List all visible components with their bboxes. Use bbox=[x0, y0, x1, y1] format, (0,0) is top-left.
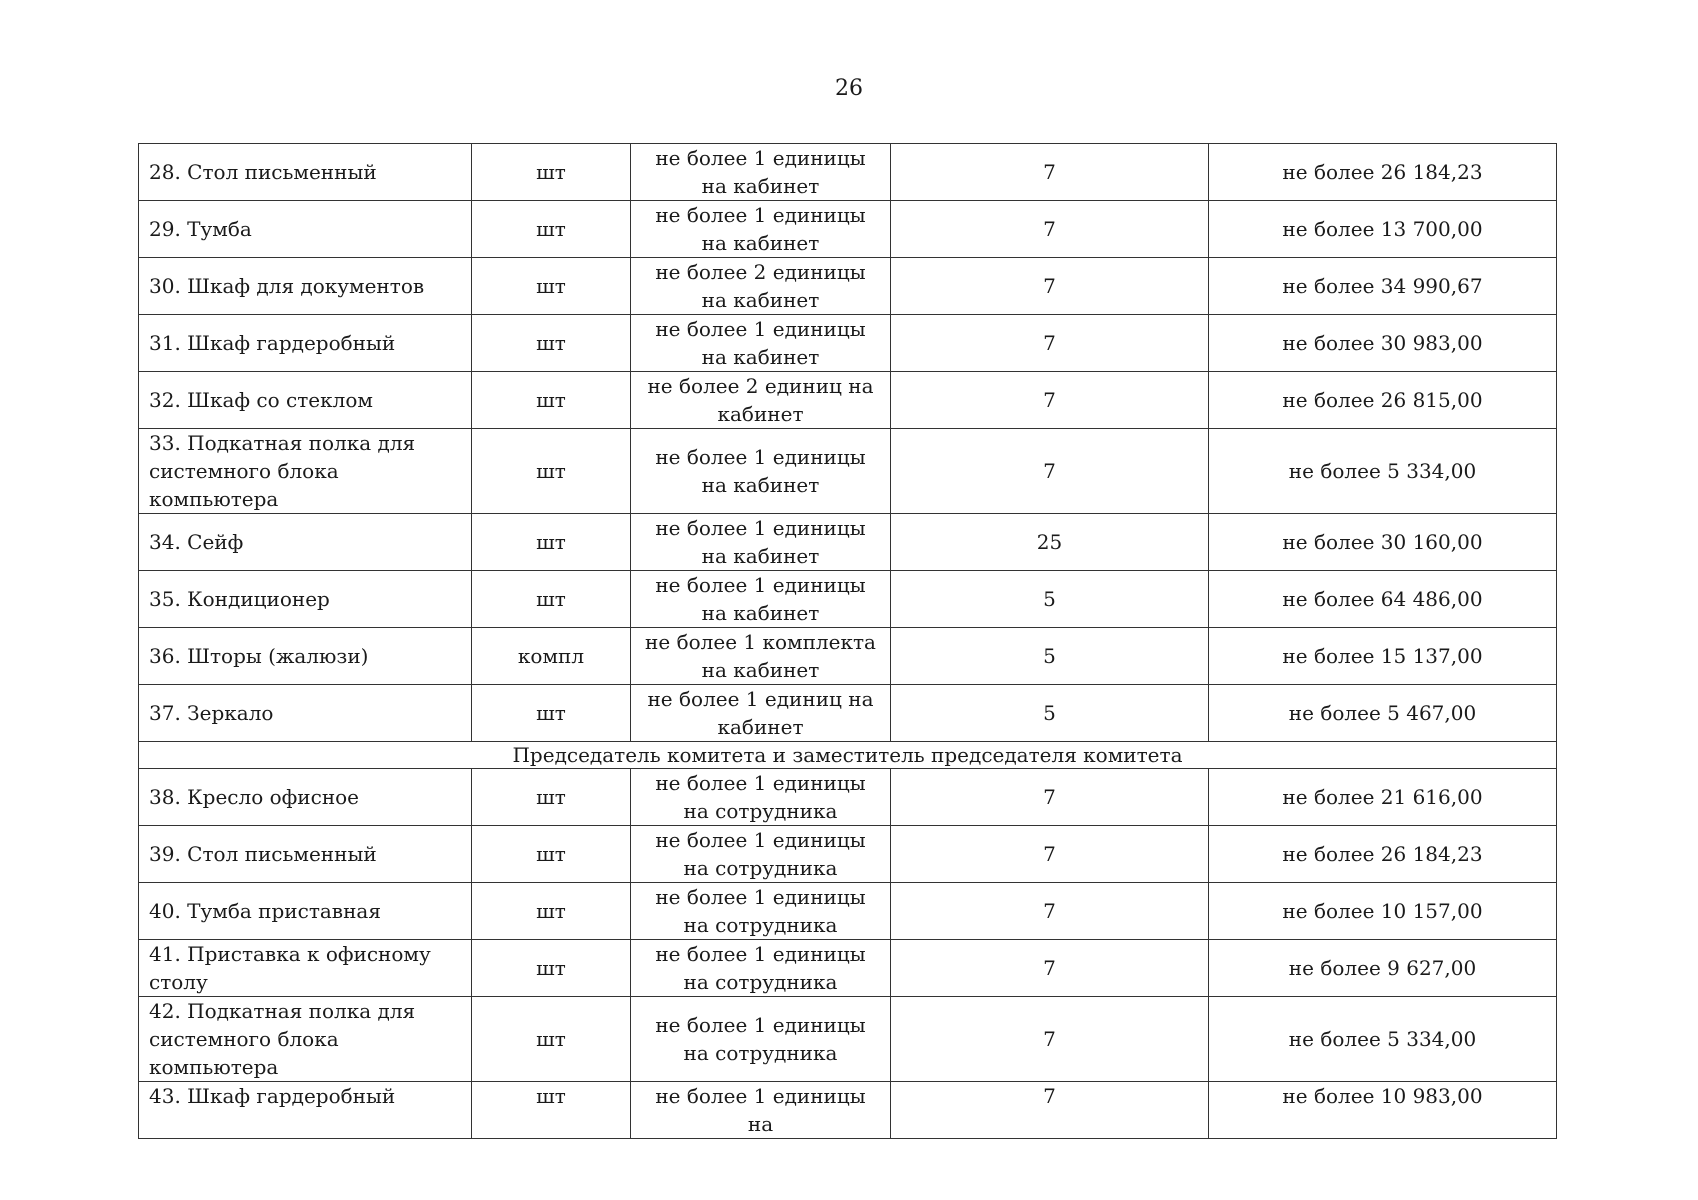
unit-cell: шт bbox=[472, 571, 631, 628]
quantity-cell: 5 bbox=[891, 571, 1209, 628]
quantity-cell: 25 bbox=[891, 514, 1209, 571]
table-row bbox=[139, 685, 1557, 742]
unit-cell: шт bbox=[472, 1082, 631, 1139]
norm-cell: не более 1 единицы на сотрудника bbox=[631, 940, 891, 997]
unit-cell: компл bbox=[472, 628, 631, 685]
norm-cell: не более 1 комплекта на кабинет bbox=[631, 628, 891, 685]
quantity-cell: 5 bbox=[891, 628, 1209, 685]
price-cell: не более 10 983,00 bbox=[1209, 1082, 1557, 1139]
price-cell: не более 5 467,00 bbox=[1209, 685, 1557, 742]
quantity-cell: 7 bbox=[891, 144, 1209, 201]
item-name-cell: 34. Сейф bbox=[139, 514, 472, 571]
price-cell: не более 5 334,00 bbox=[1209, 997, 1557, 1082]
section-heading: Председатель комитета и заместитель председателя комитета bbox=[139, 742, 1557, 769]
section-heading-row bbox=[139, 742, 1557, 769]
table-row bbox=[139, 429, 1557, 514]
norm-cell: не более 1 единицы на сотрудника bbox=[631, 826, 891, 883]
norm-cell: не более 1 единицы на сотрудника bbox=[631, 769, 891, 826]
item-name-cell: 39. Стол письменный bbox=[139, 826, 472, 883]
price-cell: не более 5 334,00 bbox=[1209, 429, 1557, 514]
table-row bbox=[139, 144, 1557, 201]
norm-cell: не более 1 единицы на сотрудника bbox=[631, 997, 891, 1082]
norm-cell: не более 1 единицы на кабинет bbox=[631, 144, 891, 201]
unit-cell: шт bbox=[472, 258, 631, 315]
item-name-cell: 37. Зеркало bbox=[139, 685, 472, 742]
item-name-cell: 40. Тумба приставная bbox=[139, 883, 472, 940]
table-row bbox=[139, 769, 1557, 826]
item-name-cell: 30. Шкаф для документов bbox=[139, 258, 472, 315]
price-cell: не более 13 700,00 bbox=[1209, 201, 1557, 258]
table-body bbox=[139, 144, 1557, 1139]
table-row bbox=[139, 883, 1557, 940]
unit-cell: шт bbox=[472, 315, 631, 372]
item-name-cell: 28. Стол письменный bbox=[139, 144, 472, 201]
unit-cell: шт bbox=[472, 201, 631, 258]
price-cell: не более 26 184,23 bbox=[1209, 826, 1557, 883]
unit-cell: шт bbox=[472, 940, 631, 997]
table-row bbox=[139, 571, 1557, 628]
table-row bbox=[139, 826, 1557, 883]
price-cell: не более 30 983,00 bbox=[1209, 315, 1557, 372]
item-name-cell: 31. Шкаф гардеробный bbox=[139, 315, 472, 372]
page-number: 26 bbox=[835, 76, 863, 101]
price-cell: не более 26 815,00 bbox=[1209, 372, 1557, 429]
table-row bbox=[139, 258, 1557, 315]
quantity-cell: 7 bbox=[891, 997, 1209, 1082]
item-name-cell: 35. Кондиционер bbox=[139, 571, 472, 628]
unit-cell: шт bbox=[472, 997, 631, 1082]
table-row bbox=[139, 201, 1557, 258]
table-row bbox=[139, 628, 1557, 685]
norm-cell: не более 1 единицы на кабинет bbox=[631, 429, 891, 514]
unit-cell: шт bbox=[472, 826, 631, 883]
quantity-cell: 7 bbox=[891, 826, 1209, 883]
price-cell: не более 34 990,67 bbox=[1209, 258, 1557, 315]
price-cell: не более 15 137,00 bbox=[1209, 628, 1557, 685]
quantity-cell: 5 bbox=[891, 685, 1209, 742]
table-row bbox=[139, 315, 1557, 372]
price-cell: не более 9 627,00 bbox=[1209, 940, 1557, 997]
item-name-cell: 36. Шторы (жалюзи) bbox=[139, 628, 472, 685]
norm-cell: не более 1 единицы на bbox=[631, 1082, 891, 1139]
quantity-cell: 7 bbox=[891, 769, 1209, 826]
item-name-cell: 33. Подкатная полка для системного блока компьютера bbox=[139, 429, 472, 514]
price-cell: не более 30 160,00 bbox=[1209, 514, 1557, 571]
unit-cell: шт bbox=[472, 372, 631, 429]
quantity-cell: 7 bbox=[891, 1082, 1209, 1139]
norm-cell: не более 2 единиц на кабинет bbox=[631, 372, 891, 429]
price-cell: не более 26 184,23 bbox=[1209, 144, 1557, 201]
table-row bbox=[139, 514, 1557, 571]
norm-cell: не более 2 единицы на кабинет bbox=[631, 258, 891, 315]
quantity-cell: 7 bbox=[891, 940, 1209, 997]
norm-cell: не более 1 единицы на кабинет bbox=[631, 514, 891, 571]
quantity-cell: 7 bbox=[891, 201, 1209, 258]
table-row bbox=[139, 940, 1557, 997]
table-row bbox=[139, 372, 1557, 429]
table-row bbox=[139, 1082, 1557, 1139]
item-name-cell: 29. Тумба bbox=[139, 201, 472, 258]
norm-cell: не более 1 единицы на кабинет bbox=[631, 201, 891, 258]
item-name-cell: 43. Шкаф гардеробный bbox=[139, 1082, 472, 1139]
item-name-cell: 38. Кресло офисное bbox=[139, 769, 472, 826]
item-name-cell: 42. Подкатная полка для системного блока компьютера bbox=[139, 997, 472, 1082]
norm-cell: не более 1 единицы на кабинет bbox=[631, 315, 891, 372]
quantity-cell: 7 bbox=[891, 315, 1209, 372]
table-row bbox=[139, 997, 1557, 1082]
norm-cell: не более 1 единицы на кабинет bbox=[631, 571, 891, 628]
quantity-cell: 7 bbox=[891, 883, 1209, 940]
unit-cell: шт bbox=[472, 429, 631, 514]
unit-cell: шт bbox=[472, 685, 631, 742]
unit-cell: шт bbox=[472, 514, 631, 571]
unit-cell: шт bbox=[472, 883, 631, 940]
quantity-cell: 7 bbox=[891, 429, 1209, 514]
furniture-norms-table bbox=[138, 143, 1557, 1139]
item-name-cell: 41. Приставка к офисному столу bbox=[139, 940, 472, 997]
price-cell: не более 10 157,00 bbox=[1209, 883, 1557, 940]
norm-cell: не более 1 единиц на кабинет bbox=[631, 685, 891, 742]
price-cell: не более 64 486,00 bbox=[1209, 571, 1557, 628]
unit-cell: шт bbox=[472, 144, 631, 201]
price-cell: не более 21 616,00 bbox=[1209, 769, 1557, 826]
norm-cell: не более 1 единицы на сотрудника bbox=[631, 883, 891, 940]
quantity-cell: 7 bbox=[891, 258, 1209, 315]
unit-cell: шт bbox=[472, 769, 631, 826]
quantity-cell: 7 bbox=[891, 372, 1209, 429]
item-name-cell: 32. Шкаф со стеклом bbox=[139, 372, 472, 429]
